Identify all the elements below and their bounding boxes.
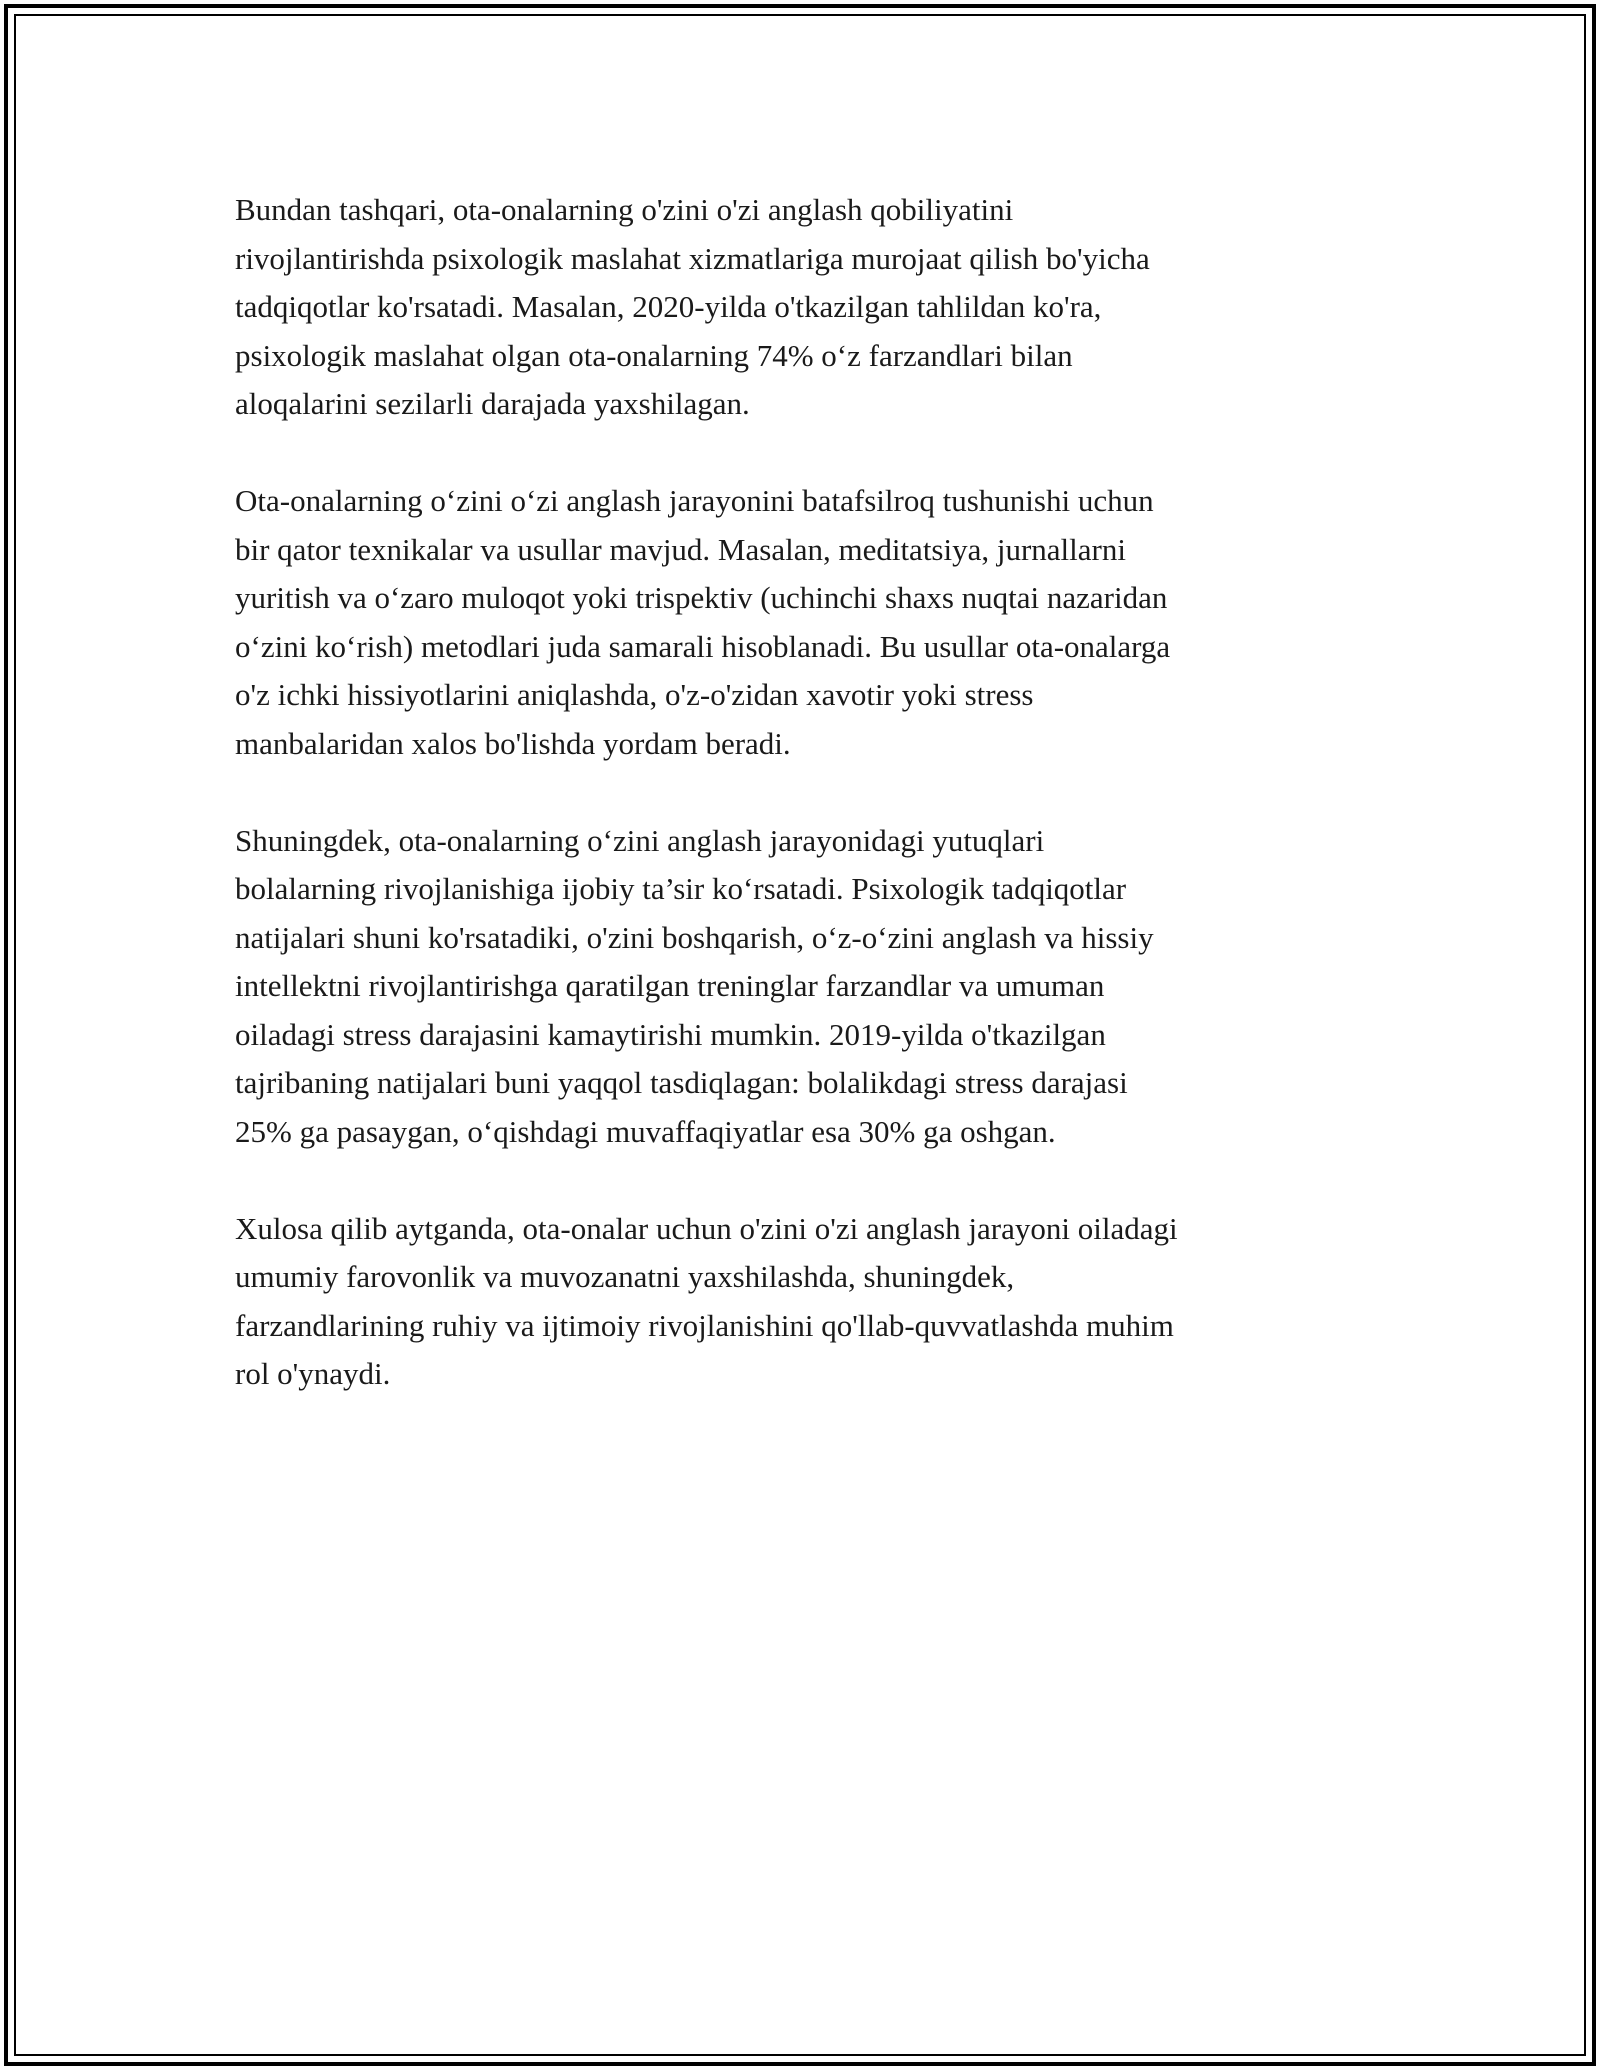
paragraph-4: Xulosa qilib aytganda, ota-onalar uchun o'zini o'zi anglash jarayoni oiladagi umumiy farovonlik va muvozanatni yaxshilashda, shuningdek, farzandlarining ruhiy va ijtimoiy rivojlanishini qo'llab-quvvatlashda muhim rol o'ynaydi.	[235, 1210, 1178, 1391]
paragraph-1: Bundan tashqari, ota-onalarning o'zini o'zi anglash qobiliyatini rivojlantirishda psixologik maslahat xizmatlariga murojaat qilish bo'yicha tadqiqotlar ko'rsatadi. Masalan, 2020-yilda o'tkazilgan tahlildan ko'ra, psixologik maslahat olgan ota-onalarning 74% o‘z farzandlari bilan aloqalarini sezilarli darajada yaxshilagan.	[235, 192, 1150, 421]
paragraph-3: Shuningdek, ota-onalarning o‘zini anglash jarayonidagi yutuqlari bolalarning rivojlanishiga ijobiy ta’sir ko‘rsatadi. Psixologik tadqiqotlar natijalari shuni ko'rsatadiki, o'zini boshqarish, o‘z-o‘zini anglash va hissiy intellektni rivojlantirishga qaratilgan treninglar farzandlar va umuman oiladagi stress darajasini kamaytirishi mumkin. 2019-yilda o'tkazilgan tajribaning natijalari buni yaqqol tasdiqlagan: bolalikdagi stress darajasi 25% ga pasaygan, o‘qishdagi muvaffaqiyatlar esa 30% ga oshgan.	[235, 822, 1154, 1149]
paragraph-2: Ota-onalarning o‘zini o‘zi anglash jarayonini batafsilroq tushunishi uchun bir qator texnikalar va usullar mavjud. Masalan, meditatsiya, jurnallarni yuritish va o‘zaro muloqot yoki trispektiv (uchinchi shaxs nuqtai nazaridan o‘zini ko‘rish) metodlari juda samarali hisoblanadi. Bu usullar ota-onalarga o'z ichki hissiyotlarini aniqlashda, o'z-o'zidan xavotir yoki stress manbalaridan xalos bo'lishda yordam beradi.	[235, 483, 1171, 761]
document-body	[235, 186, 1370, 1447]
